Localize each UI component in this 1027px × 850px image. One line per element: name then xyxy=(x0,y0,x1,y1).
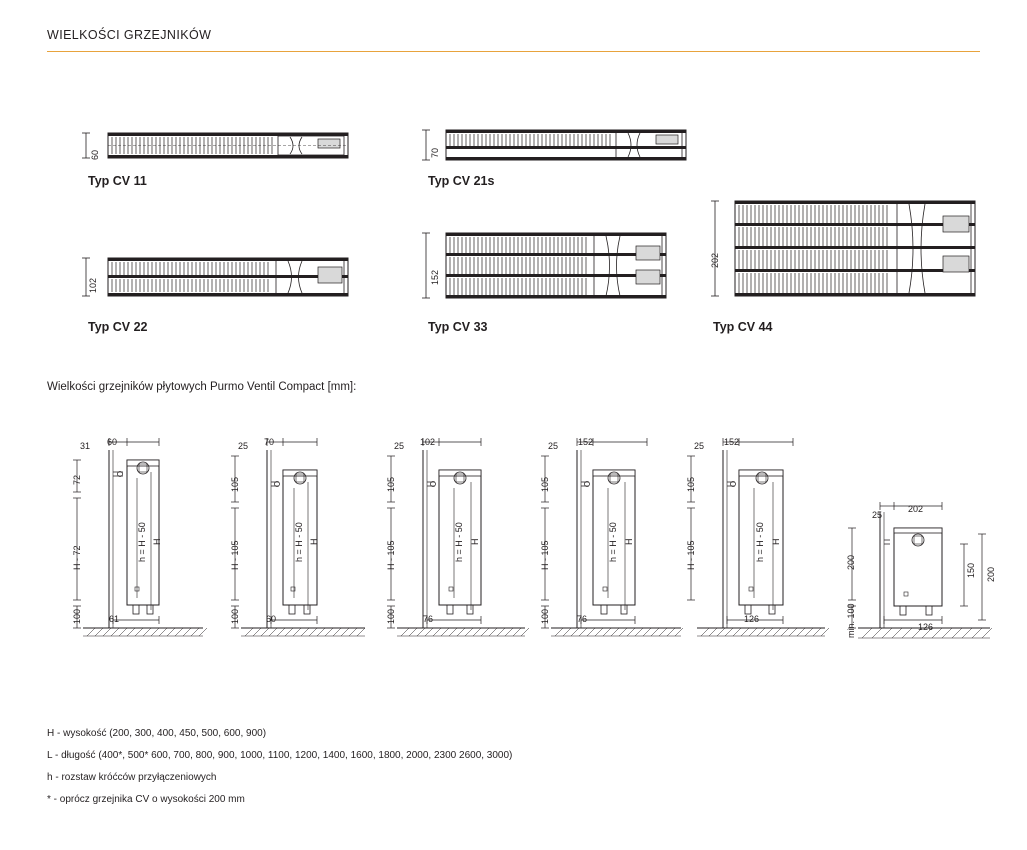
dim-cv22-depth: 102 xyxy=(88,277,98,293)
dim-1-side-top: 72 xyxy=(72,474,82,485)
dim-2-side-mid: H - 105 xyxy=(230,540,240,570)
dim-4-inner-right: H xyxy=(624,538,634,545)
dim-4-bottom: 76 xyxy=(577,614,588,624)
dim-5-top-a: 25 xyxy=(694,441,705,451)
dim-1-side-mid: H - 72 xyxy=(72,545,82,570)
dim-cv44-left-top: 200 xyxy=(846,554,856,570)
page-header xyxy=(47,28,980,52)
dim-cv44-depth: 202 xyxy=(710,252,720,268)
dim-2-side-top: 105 xyxy=(230,476,240,492)
cross-section-cv21s xyxy=(418,126,698,170)
installation-drawing-1 xyxy=(47,432,207,667)
dim-cv11-depth: 60 xyxy=(90,149,100,160)
dim-1-top-a: 31 xyxy=(80,441,91,451)
footer-notes xyxy=(47,728,512,816)
dim-1-top-b: 60 xyxy=(107,437,118,447)
dim-5-side-mid: H - 105 xyxy=(686,540,696,570)
type-label-cv33: Typ CV 33 xyxy=(428,320,488,334)
dim-2-bottom: 60 xyxy=(266,614,277,624)
type-label-cv44: Typ CV 44 xyxy=(713,320,773,334)
dim-cv44-top-b: 202 xyxy=(908,504,924,514)
dim-2-top-b: 70 xyxy=(264,437,275,447)
dim-cv44-top-a: 25 xyxy=(872,510,883,520)
cross-section-cv44 xyxy=(705,196,980,306)
dim-4-top-b: 152 xyxy=(578,437,594,447)
dim-3-bottom: 76 xyxy=(423,614,434,624)
dim-3-inner-left: h = H - 50 xyxy=(454,522,464,562)
dim-cv44-left-bottom: min. 100 xyxy=(846,603,856,638)
dim-cv33-depth: 152 xyxy=(430,269,440,285)
dim-2-inner-left: h = H - 50 xyxy=(294,522,304,562)
dim-5-bottom: 126 xyxy=(744,614,760,624)
note-h-lower: h - rozstaw króćców przyłączeniowych xyxy=(47,772,217,783)
dim-1-bottom: 61 xyxy=(109,614,120,624)
dim-2-inner-right: H xyxy=(309,538,319,545)
dim-cv21s-depth: 70 xyxy=(430,147,440,158)
dim-3-side-top: 105 xyxy=(386,476,396,492)
dim-1-inner-right: H xyxy=(152,538,162,545)
note-h: H - wysokość (200, 300, 400, 450, 500, 600, 900) xyxy=(47,728,267,739)
dim-cv44-right-inner: 150 xyxy=(966,562,976,578)
dim-4-top-a: 25 xyxy=(548,441,559,451)
dim-5-side-top: 105 xyxy=(686,476,696,492)
note-asterisk: * - oprócz grzejnika CV o wysokości 200 mm xyxy=(47,794,245,805)
cross-section-cv33 xyxy=(418,228,688,306)
dim-4-inner-left: h = H - 50 xyxy=(608,522,618,562)
type-label-cv22: Typ CV 22 xyxy=(88,320,148,334)
dim-2-side-bottom: 100 xyxy=(230,608,240,624)
type-label-cv21s: Typ CV 21s xyxy=(428,174,495,188)
dim-cv44-bottom: 126 xyxy=(918,622,934,632)
page-title: WIELKOŚCI GRZEJNIKÓW xyxy=(47,28,212,42)
cross-section-cv22 xyxy=(78,252,368,304)
cross-section-cv11 xyxy=(78,128,368,168)
dim-3-inner-right: H xyxy=(470,538,480,545)
dim-3-side-bottom: 100 xyxy=(386,608,396,624)
note-l: L - długość (400*, 500* 600, 700, 800, 900, 1000, 1100, 1200, 1400, 1600, 1800, 2000, 2300 2600, 3000) xyxy=(47,750,513,761)
dim-cv44-right-outer: 200 xyxy=(986,566,996,582)
installation-drawing-cv44 xyxy=(838,500,998,665)
header-divider xyxy=(47,51,980,52)
dim-4-side-top: 105 xyxy=(540,476,550,492)
dim-3-top-a: 25 xyxy=(394,441,405,451)
dim-1-inner-left: h = H - 50 xyxy=(137,522,147,562)
dim-2-top-a: 25 xyxy=(238,441,249,451)
dim-5-top-b: 152 xyxy=(724,437,740,447)
section-title: Wielkości grzejników płytowych Purmo Ventil Compact [mm]: xyxy=(47,381,357,393)
dim-5-inner-right: H xyxy=(771,538,781,545)
dim-4-side-bottom: 100 xyxy=(540,608,550,624)
dim-3-top-b: 102 xyxy=(420,437,436,447)
type-label-cv11: Typ CV 11 xyxy=(88,174,147,188)
dim-1-side-bottom: 100 xyxy=(72,608,82,624)
dim-4-side-mid: H - 105 xyxy=(540,540,550,570)
dim-5-inner-left: h = H - 50 xyxy=(755,522,765,562)
dim-3-side-mid: H - 105 xyxy=(386,540,396,570)
